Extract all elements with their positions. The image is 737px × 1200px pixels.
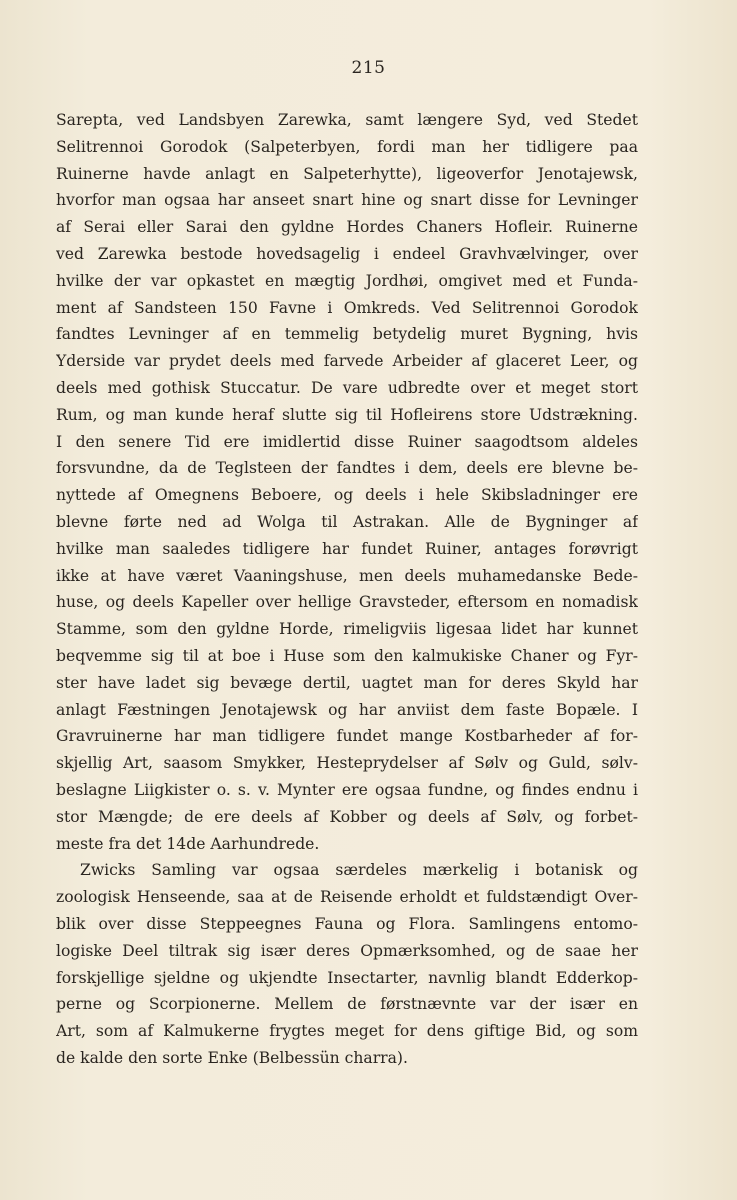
page-number: 215 [351,58,386,78]
text-line: blik over disse Steppeegnes Fauna og Flora. Samlingens entomo- [56,914,638,933]
text-line: af Serai eller Sarai den gyldne Hordes Chaners Hofleir. Ruinerne [56,218,638,237]
text-line: beqvemme sig til at boe i Huse som den kalmukiske Chaner og Fyr- [56,646,638,665]
text-line: hvilke man saaledes tidligere har fundet Ruiner, antages forøvrigt [56,539,638,558]
text-line: blevne førte ned ad Wolga til Astrakan. Alle de Bygninger af [56,512,638,531]
body-text [56,107,638,1072]
text-line: Selitrennoi Gorodok (Salpeterbyen, fordi man her tidligere paa [56,137,638,156]
text-line: skjellig Art, saasom Smykker, Hesteprydelser af Sølv og Guld, sølv- [56,754,638,773]
text-line: Art, som af Kalmukerne frygtes meget for dens giftige Bid, og som [56,1022,638,1041]
text-line: Stamme, som den gyldne Horde, rimeligviis ligesaa lidet har kunnet [56,620,638,639]
paragraph-end-line: de kalde den sorte Enke (Belbessün charra). [56,1048,408,1067]
text-line: ment af Sandsteen 150 Favne i Omkreds. Ved Selitrennoi Gorodok [56,298,638,317]
text-line: Yderside var prydet deels med farvede Arbeider af glaceret Leer, og [56,352,638,371]
text-line: nyttede af Omegnens Beboere, og deels i hele Skibsladninger ere [56,486,638,505]
text-line: I den senere Tid ere imidlertid disse Ruiner saagodtsom aldeles [56,432,638,451]
text-line: Ruinerne havde anlagt en Salpeterhytte), ligeoverfor Jenotajewsk, [56,164,638,183]
text-line: Rum, og man kunde heraf slutte sig til Hofleirens store Udstrækning. [56,405,638,424]
text-line: Sarepta, ved Landsbyen Zarewka, samt længere Syd, ved Stedet [56,111,638,129]
text-line: huse, og deels Kapeller over hellige Gravsteder, eftersom en nomadisk [56,593,638,612]
text-line: anlagt Fæstningen Jenotajewsk og har anviist dem faste Bopæle. I [56,700,638,719]
text-line: beslagne Liigkister o. s. v. Mynter ere ogsaa fundne, og findes endnu i [56,780,638,799]
text-line: logiske Deel tiltrak sig især deres Opmærksomhed, og de saae her [56,941,638,960]
text-line: ved Zarewka bestode hovedsagelig i endeel Gravhvælvinger, over [56,244,638,263]
paragraph-start-line: Zwicks Samling var ogsaa særdeles mærkelig i botanisk og [80,861,638,880]
text-line: hvilke der var opkastet en mægtig Jordhøi, omgivet med et Funda- [56,271,638,290]
text-line: forskjellige sjeldne og ukjendte Insectarter, navnlig blandt Edderkop- [56,968,638,987]
text-line: stor Mængde; de ere deels af Kobber og deels af Sølv, og forbet- [56,807,638,826]
text-line: forsvundne, da de Teglsteen der fandtes i dem, deels ere blevne be- [56,459,638,478]
text-line: fandtes Levninger af en temmelig betydelig muret Bygning, hvis [56,325,638,344]
text-line: ster have ladet sig bevæge dertil, uagtet man for deres Skyld har [56,673,638,692]
text-line: deels med gothisk Stuccatur. De vare udbredte over et meget stort [56,378,638,397]
text-line: Gravruinerne har man tidligere fundet mange Kostbarheder af for- [56,727,638,746]
text-line: perne og Scorpionerne. Mellem de førstnævnte var der især en [56,995,638,1014]
text-line: ikke at have været Vaaningshuse, men deels muhamedanske Bede- [56,566,638,585]
paragraph-end-line: meste fra det 14de Aarhundrede. [56,834,320,853]
text-line: hvorfor man ogsaa har anseet snart hine og snart disse for Levninger [56,191,638,210]
text-line: zoologisk Henseende, saa at de Reisende erholdt et fuldstændigt Over- [56,888,638,907]
